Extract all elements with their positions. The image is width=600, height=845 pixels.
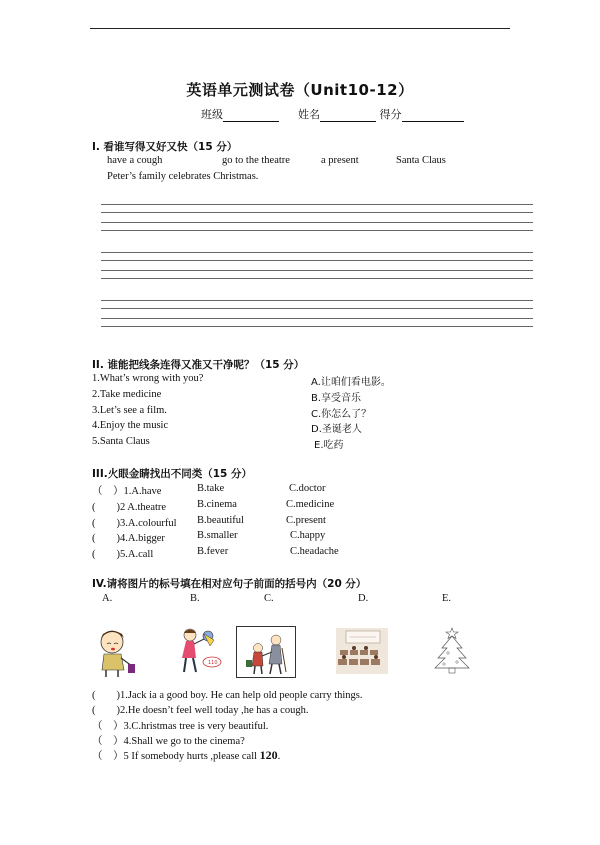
odd-one-row-5-b: B.fever bbox=[197, 546, 229, 557]
writing-lines-group-3[interactable] bbox=[101, 300, 533, 340]
picture-label-b: B. bbox=[190, 593, 200, 604]
score-label: 得分 bbox=[379, 108, 402, 121]
writing-lines-group-1[interactable] bbox=[101, 204, 533, 244]
class-label: 班级 bbox=[201, 108, 223, 121]
section-2-heading: II. 谁能把线条连得又准又干净呢？（15 分） bbox=[92, 359, 305, 371]
odd-one-row-4-c: C.happy bbox=[290, 530, 326, 541]
odd-one-row-5-c: C.headache bbox=[290, 546, 339, 557]
odd-one-row-1[interactable]: （ ）1.A.have bbox=[92, 486, 162, 497]
picture-sentence-5-text: （ ）5 If somebody hurts ,please call bbox=[92, 751, 258, 762]
picture-label-e: E. bbox=[442, 593, 452, 604]
odd-one-row-3-c: C.present bbox=[286, 515, 326, 526]
student-info-row bbox=[201, 106, 464, 122]
picture-sentence-4[interactable]: （ ）4.Shall we go to the cinema? bbox=[92, 736, 245, 747]
section-1-heading: I. 看谁写得又好又快（15 分） bbox=[92, 141, 238, 153]
sentence-5-end: . bbox=[277, 751, 281, 762]
name-field[interactable] bbox=[320, 110, 376, 122]
match-right-b[interactable]: B.享受音乐 bbox=[311, 393, 362, 404]
svg-text:110: 110 bbox=[208, 660, 218, 666]
sentence-1: Peter’s family celebrates Christmas. bbox=[107, 171, 259, 182]
writing-lines-group-2[interactable] bbox=[101, 252, 533, 292]
picture-sentence-5[interactable] bbox=[92, 748, 280, 763]
match-right-d[interactable]: D.圣诞老人 bbox=[311, 424, 362, 435]
match-left-2[interactable]: 2.Take medicine bbox=[92, 389, 162, 400]
word-3: a present bbox=[321, 155, 359, 166]
score-field[interactable] bbox=[402, 110, 464, 122]
class-field[interactable] bbox=[223, 110, 279, 122]
boy-helping-picture bbox=[176, 626, 224, 676]
match-right-a[interactable]: A.让咱们看电影。 bbox=[311, 377, 391, 388]
odd-one-row-2-c: C.medicine bbox=[286, 499, 335, 510]
picture-label-a: A. bbox=[102, 593, 113, 604]
picture-label-c: C. bbox=[264, 593, 274, 604]
odd-one-row-4-b: B.smaller bbox=[197, 530, 238, 541]
word-4: Santa Claus bbox=[396, 155, 446, 166]
christmas-tree-picture bbox=[432, 626, 472, 674]
top-rule bbox=[90, 28, 510, 29]
odd-one-row-2-b: B.cinema bbox=[197, 499, 237, 510]
section-4-heading: IV.请将图片的标号填在相对应句子前面的括号内（20 分） bbox=[92, 578, 367, 590]
old-man-helping-picture bbox=[236, 626, 296, 678]
odd-one-row-2[interactable]: ( )2 A.theatre bbox=[92, 502, 167, 513]
odd-one-row-3-b: B.beautiful bbox=[197, 515, 244, 526]
picture-sentence-2[interactable]: ( )2.He doesn’t feel well today ,he has a cough. bbox=[92, 705, 309, 716]
name-label: 姓名 bbox=[298, 108, 320, 121]
odd-one-row-1-c: C.doctor bbox=[289, 483, 326, 494]
picture-sentence-1[interactable]: ( )1.Jack ia a good boy. He can help old people carry things. bbox=[92, 690, 363, 701]
odd-one-row-5[interactable]: ( )5.A.call bbox=[92, 549, 154, 560]
match-left-3[interactable]: 3.Let’s see a film. bbox=[92, 405, 167, 416]
match-left-1[interactable]: 1.What’s wrong with you? bbox=[92, 373, 204, 384]
emergency-number: 120 bbox=[259, 748, 278, 762]
odd-one-row-3[interactable]: ( )3.A.colourful bbox=[92, 518, 177, 529]
word-2: go to the theatre bbox=[222, 155, 290, 166]
word-1: have a cough bbox=[107, 155, 163, 166]
match-right-e[interactable]: E.吃药 bbox=[314, 440, 344, 451]
cinema-picture bbox=[336, 628, 388, 674]
section-3-heading: III.火眼金睛找出不同类（15 分） bbox=[92, 468, 252, 480]
odd-one-row-1-b: B.take bbox=[197, 483, 225, 494]
match-left-5[interactable]: 5.Santa Claus bbox=[92, 436, 150, 447]
match-left-4[interactable]: 4.Enjoy the music bbox=[92, 420, 169, 431]
match-right-c[interactable]: C.你怎么了？ bbox=[311, 409, 372, 420]
sick-boy-picture bbox=[94, 628, 138, 678]
picture-sentence-3[interactable]: （ ）3.C.hristmas tree is very beautiful. bbox=[92, 721, 269, 732]
picture-label-d: D. bbox=[358, 593, 369, 604]
page-title: 英语单元测试卷（Unit10-12） bbox=[186, 81, 414, 99]
odd-one-row-4[interactable]: ( )4.A.bigger bbox=[92, 533, 165, 544]
